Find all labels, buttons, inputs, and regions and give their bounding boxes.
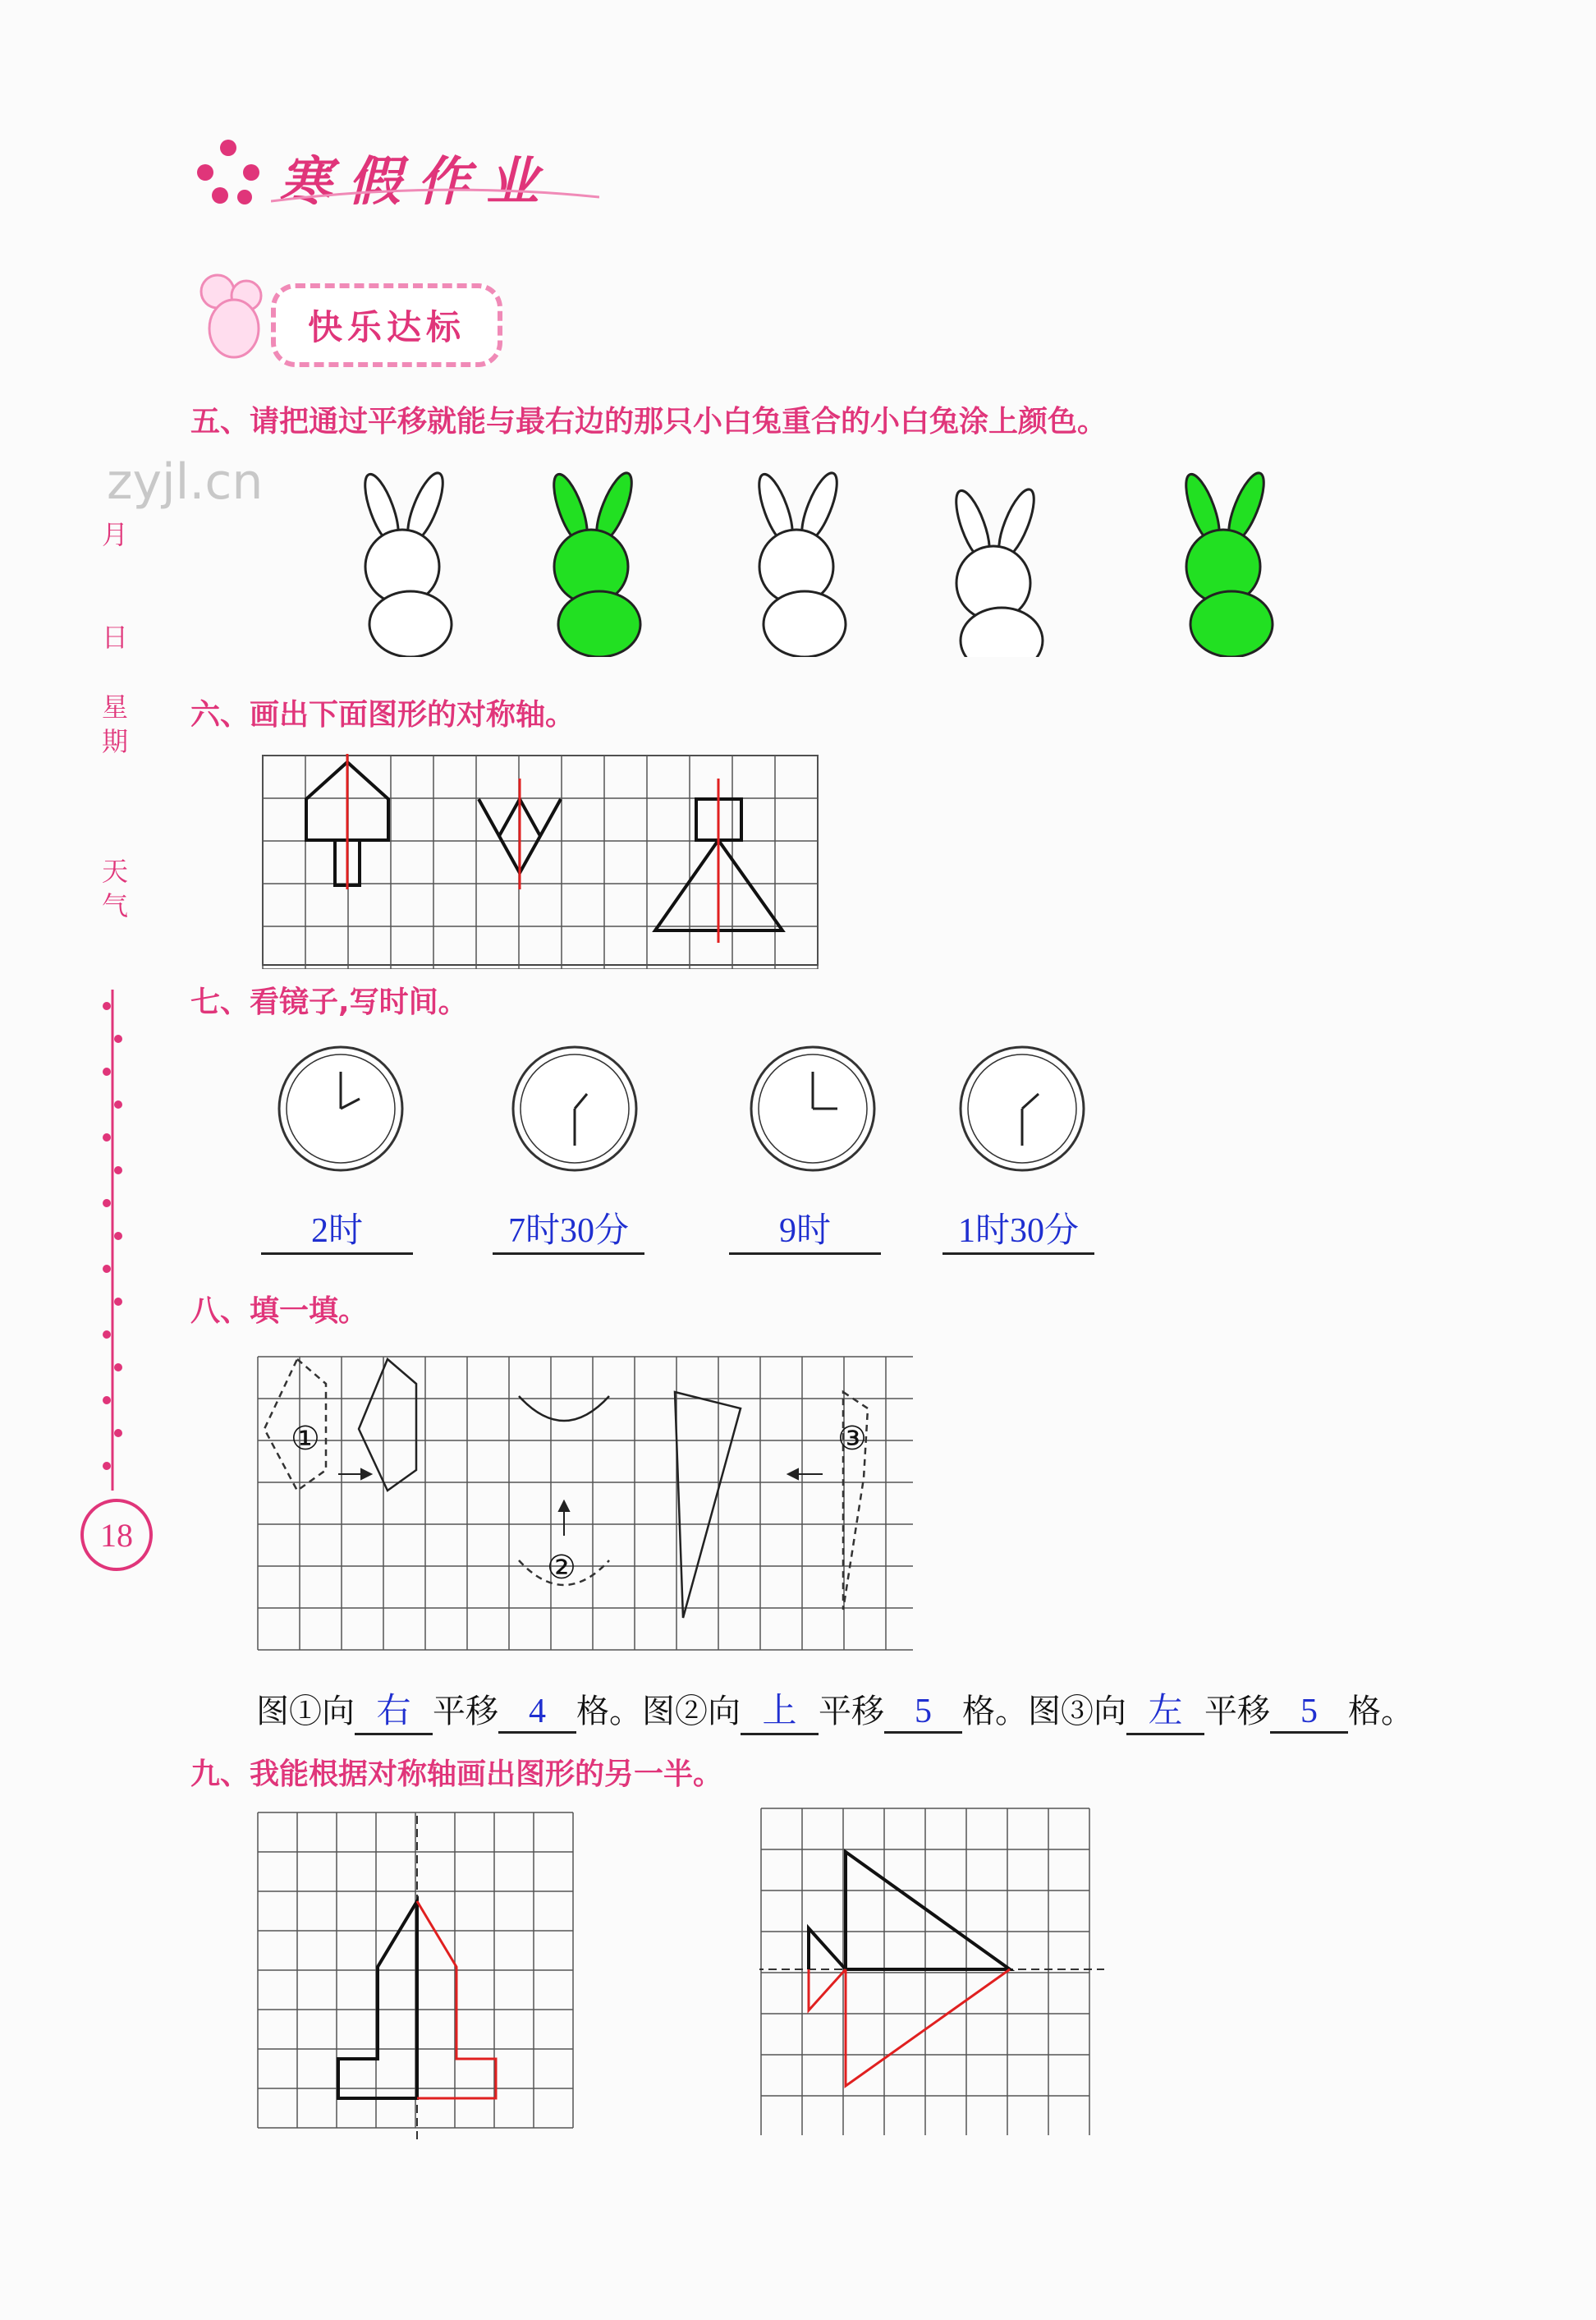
bunny-3 <box>752 469 846 657</box>
q6-title: 六、画出下面图形的对称轴。 <box>190 698 576 732</box>
page-number: 18 <box>100 1516 133 1554</box>
q8-blank-3: 上 <box>741 1684 819 1735</box>
q6-grid-figure <box>261 754 828 969</box>
page-title: 寒假作业 <box>279 151 555 213</box>
q8-blank-5: 左 <box>1126 1684 1204 1735</box>
watermark: zyjl.cn <box>107 453 264 511</box>
q5-title: 五、请把通过平移就能与最右边的那只小白兔重合的小白兔涂上颜色。 <box>190 405 1108 439</box>
q8-grid-figure <box>256 1355 913 1659</box>
side-vine-decoration <box>100 990 125 1491</box>
q8-blank-6: 5 <box>1270 1692 1348 1734</box>
page-number-badge <box>80 1499 153 1571</box>
q9-title: 九、我能根据对称轴画出图形的另一半。 <box>190 1757 723 1791</box>
q7-answer-2: 7时30分 <box>493 1203 644 1255</box>
q7-answer-3: 9时 <box>729 1203 881 1255</box>
flower-icon <box>187 131 269 217</box>
bunny-4 <box>949 485 1043 657</box>
q8-sentence: 图①向 右 平移 4 格。图②向 上 平移 5 格。图③向 左 平移 5 格。 <box>256 1684 1414 1735</box>
bunny-5-colored <box>1179 469 1273 657</box>
q7-answer-1: 2时 <box>261 1203 413 1255</box>
title-underline <box>271 185 599 209</box>
q9-right-grid <box>759 1807 1121 2135</box>
q8-blank-1: 右 <box>355 1684 433 1735</box>
q8-label-3: ③ <box>837 1420 867 1457</box>
mouse-mascot-icon <box>197 271 271 365</box>
bunny-row <box>337 452 1305 657</box>
day-label: 日 <box>101 622 128 653</box>
q8-blank-4: 5 <box>884 1692 962 1734</box>
q8-title: 八、填一填。 <box>190 1294 369 1328</box>
q7-title: 七、看镜子,写时间。 <box>190 985 468 1019</box>
bunny-1 <box>358 469 452 657</box>
mirror-clocks <box>271 1043 1141 1183</box>
q8-blank-2: 4 <box>498 1692 576 1734</box>
weather-label: 天气 <box>101 856 128 921</box>
q8-label-2: ② <box>547 1549 576 1586</box>
weekday-label: 星期 <box>101 691 128 757</box>
q7-answer-4: 1时30分 <box>942 1203 1094 1255</box>
q9-left-grid <box>256 1811 585 2139</box>
bunny-2-colored <box>547 469 640 657</box>
q8-label-1: ① <box>291 1420 320 1457</box>
section-badge: 快乐达标 <box>271 283 502 367</box>
month-label: 月 <box>101 519 128 550</box>
